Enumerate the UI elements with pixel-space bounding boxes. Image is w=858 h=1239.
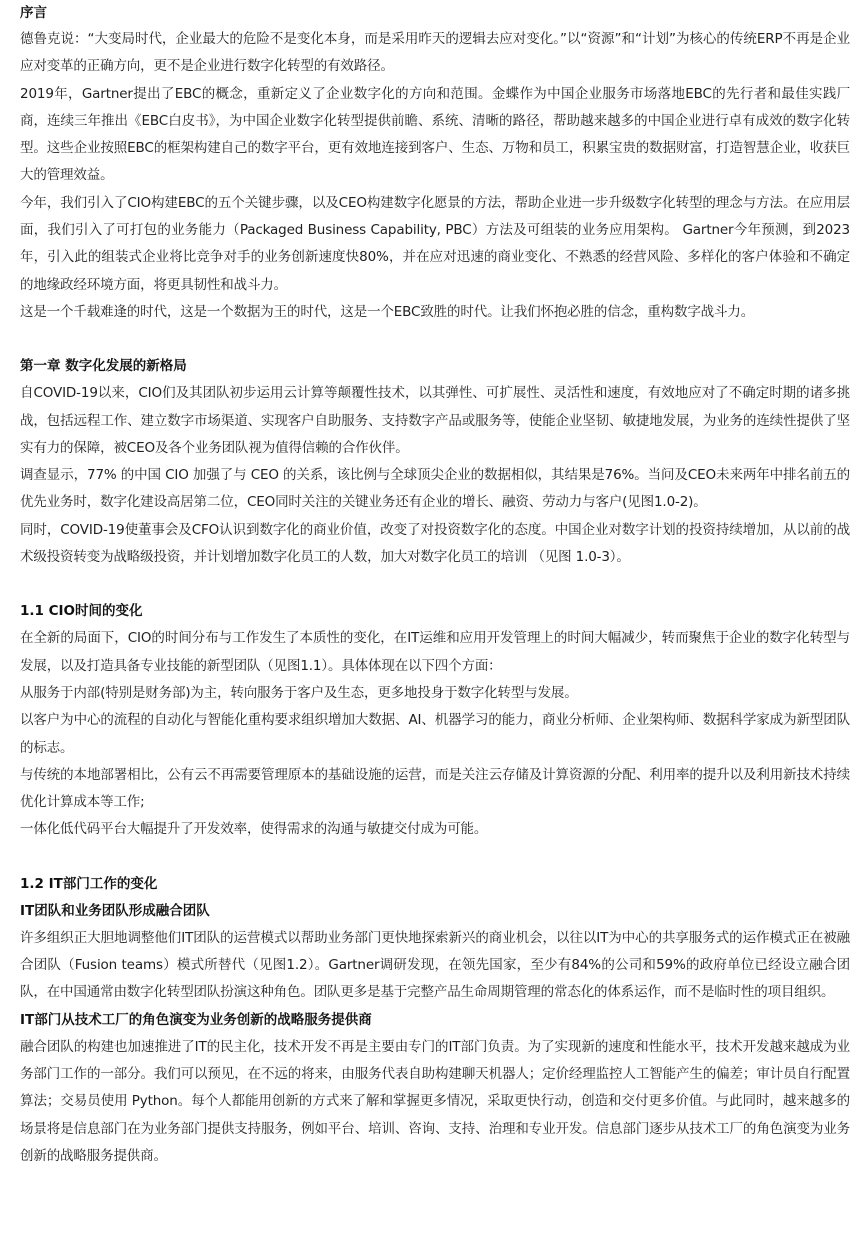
section-1-2-subheading-1: IT团队和业务团队形成融合团队 [20, 902, 210, 919]
chapter-1-heading: 第一章 数字化发展的新格局 [20, 358, 187, 375]
preface-paragraph-2: 2019年，Gartner提出了EBC的概念，重新定义了企业数字化的方向和范围。金蝶作为中国企业服务市场落地EBC的先行者和最佳实践厂商，连续三年推出《EBC白皮书》，为中国企业数字化转型提供前瞻、系统、清晰的路径，帮助越来越多的中国企业进行卓有成效的数字化转型。这些企业按照EBC的框架构建自己的数字平台，更有效地连接到客户、生态、万物和员工，积累宝贵的数据财富，打造智慧企业，收获巨大的管理效益。 [20, 85, 850, 184]
section-1-1-paragraph-1: 在全新的局面下，CIO的时间分布与工作发生了本质性的变化，在IT运维和应用开发管理上的时间大幅减少，转而聚焦于企业的数字化转型与发展，以及打造具备专业技能的新型团队（见图1.1）。具体体现在以下四个方面： [20, 630, 850, 674]
section-1-1-heading: 1.1 CIO时间的变化 [20, 603, 143, 620]
chapter-1-paragraph-3: 同时，COVID-19使董事会及CFO认识到数字化的商业价值，改变了对投资数字化的态度。中国企业对数字计划的投资持续增加，从以前的战术级投资转变为战略级投资，并计划增加数字化员工的人数，加大对数字化员工的培训 （见图 1.0-3）。 [20, 521, 850, 566]
chapter-1-paragraph-2: 调查显示，77% 的中国 CIO 加强了与 CEO 的关系，该比例与全球顶尖企业的数据相似，其结果是76%。当问及CEO未来两年中排名前五的优先业务时，数字化建设高居第二位，CEO同时关注的关键业务还有企业的增长、融资、劳动力与客户(见图1.0-2)。 [20, 467, 850, 511]
section-spacer [20, 571, 850, 598]
section-1-2-heading: 1.2 IT部门工作的变化 [20, 875, 158, 892]
section-1-2-subheading-2: IT部门从技术工厂的角色演变为业务创新的战略服务提供商 [20, 1011, 372, 1028]
preface-paragraph-3: 今年，我们引入了CIO构建EBC的五个关键步骤，以及CEO构建数字化愿景的方法，帮助企业进一步升级数字化转型的理念与方法。在应用层面，我们引入了可打包的业务能力（Packaged Business Capability, PBC）方法及可组装的业务应用架构。 Gartner今年预测，到2023年，引入此的组装式企业将比竞争对手的业务创新速度快80%，并在应对迅速的商业变化、不熟悉的经营风险、多样化的客户体验和不确定的地缘政经环境方面，将更具韧性和战斗力。 [20, 194, 850, 293]
section-1-1-paragraph-4: 与传统的本地部署相比，公有云不再需要管理原本的基础设施的运营，而是关注云存储及计算资源的分配、利用率的提升以及利用新技术持续优化计算成本等工作; [20, 766, 850, 811]
preface-paragraph-4: 这是一个千载难逢的时代，这是一个数据为王的时代，这是一个EBC致胜的时代。让我们怀抱必胜的信念，重构数字战斗力。 [20, 303, 755, 320]
section-1-1-paragraph-5: 一体化低代码平台大幅提升了开发效率，使得需求的沟通与敏捷交付成为可能。 [20, 821, 488, 838]
section-spacer [20, 326, 850, 353]
preface-paragraph-1: 德鲁克说：“大变局时代，企业最大的危险不是变化本身，而是采用昨天的逻辑去应对变化。”以“资源”和“计划”为核心的传统ERP不再是企业应对变革的正确方向，更不是企业进行数字化转型的有效路径。 [20, 31, 850, 75]
section-spacer [20, 844, 850, 871]
section-1-1-paragraph-2: 从服务于内部(特别是财务部)为主，转向服务于客户及生态，更多地投身于数字化转型与发展。 [20, 684, 578, 701]
chapter-1-paragraph-1: 自COVID-19以来，CIO们及其团队初步运用云计算等颠覆性技术，以其弹性、可扩展性、灵活性和速度，有效地应对了不确定时期的诸多挑战，包括远程工作、建立数字市场渠道、实现客户自助服务、支持数字产品或服务等，使能企业坚韧、敏捷地发展，为业务的连续性提供了坚实有力的保障，被CEO及各个业务团队视为值得信赖的合作伙伴。 [20, 385, 850, 456]
preface-heading: 序言 [20, 5, 47, 21]
section-1-2-paragraph-2: 融合团队的构建也加速推进了IT的民主化，技术开发不再是主要由专门的IT部门负责。为了实现新的速度和性能水平，技术开发越来越成为业务部门工作的一部分。我们可以预见，在不远的将来，由服务代表自助构建聊天机器人；定价经理监控人工智能产生的偏差；审计员自行配置算法；交易员使用 Python。每个人都能用创新的方式来了解和掌握更多情况，采取更快行动，创造和交付更多价值。与此同时，越来越多的场景将是信息部门在为业务部门提供支持服务，例如平台、培训、咨询、支持、治理和专业开发。信息部门逐步从技术工厂的角色演变为业务创新的战略服务提供商。 [20, 1038, 850, 1164]
section-1-1-paragraph-3: 以客户为中心的流程的自动化与智能化重构要求组织增加大数据、AI、机器学习的能力，商业分析师、企业架构师、数据科学家成为新型团队的标志。 [20, 712, 850, 756]
section-1-2-paragraph-1: 许多组织正大胆地调整他们IT团队的运营模式以帮助业务部门更快地探索新兴的商业机会，以往以IT为中心的共享服务式的运作模式正在被融合团队（Fusion teams）模式所替代（见图1.2）。Gartner调研发现，在领先国家，至少有84%的公司和59%的政府单位已经设立融合团队，在中国通常由数字化转型团队扮演这种角色。团队更多是基于完整产品生命周期管理的常态化的体系运作，而不是临时性的项目组织。 [20, 929, 850, 1001]
